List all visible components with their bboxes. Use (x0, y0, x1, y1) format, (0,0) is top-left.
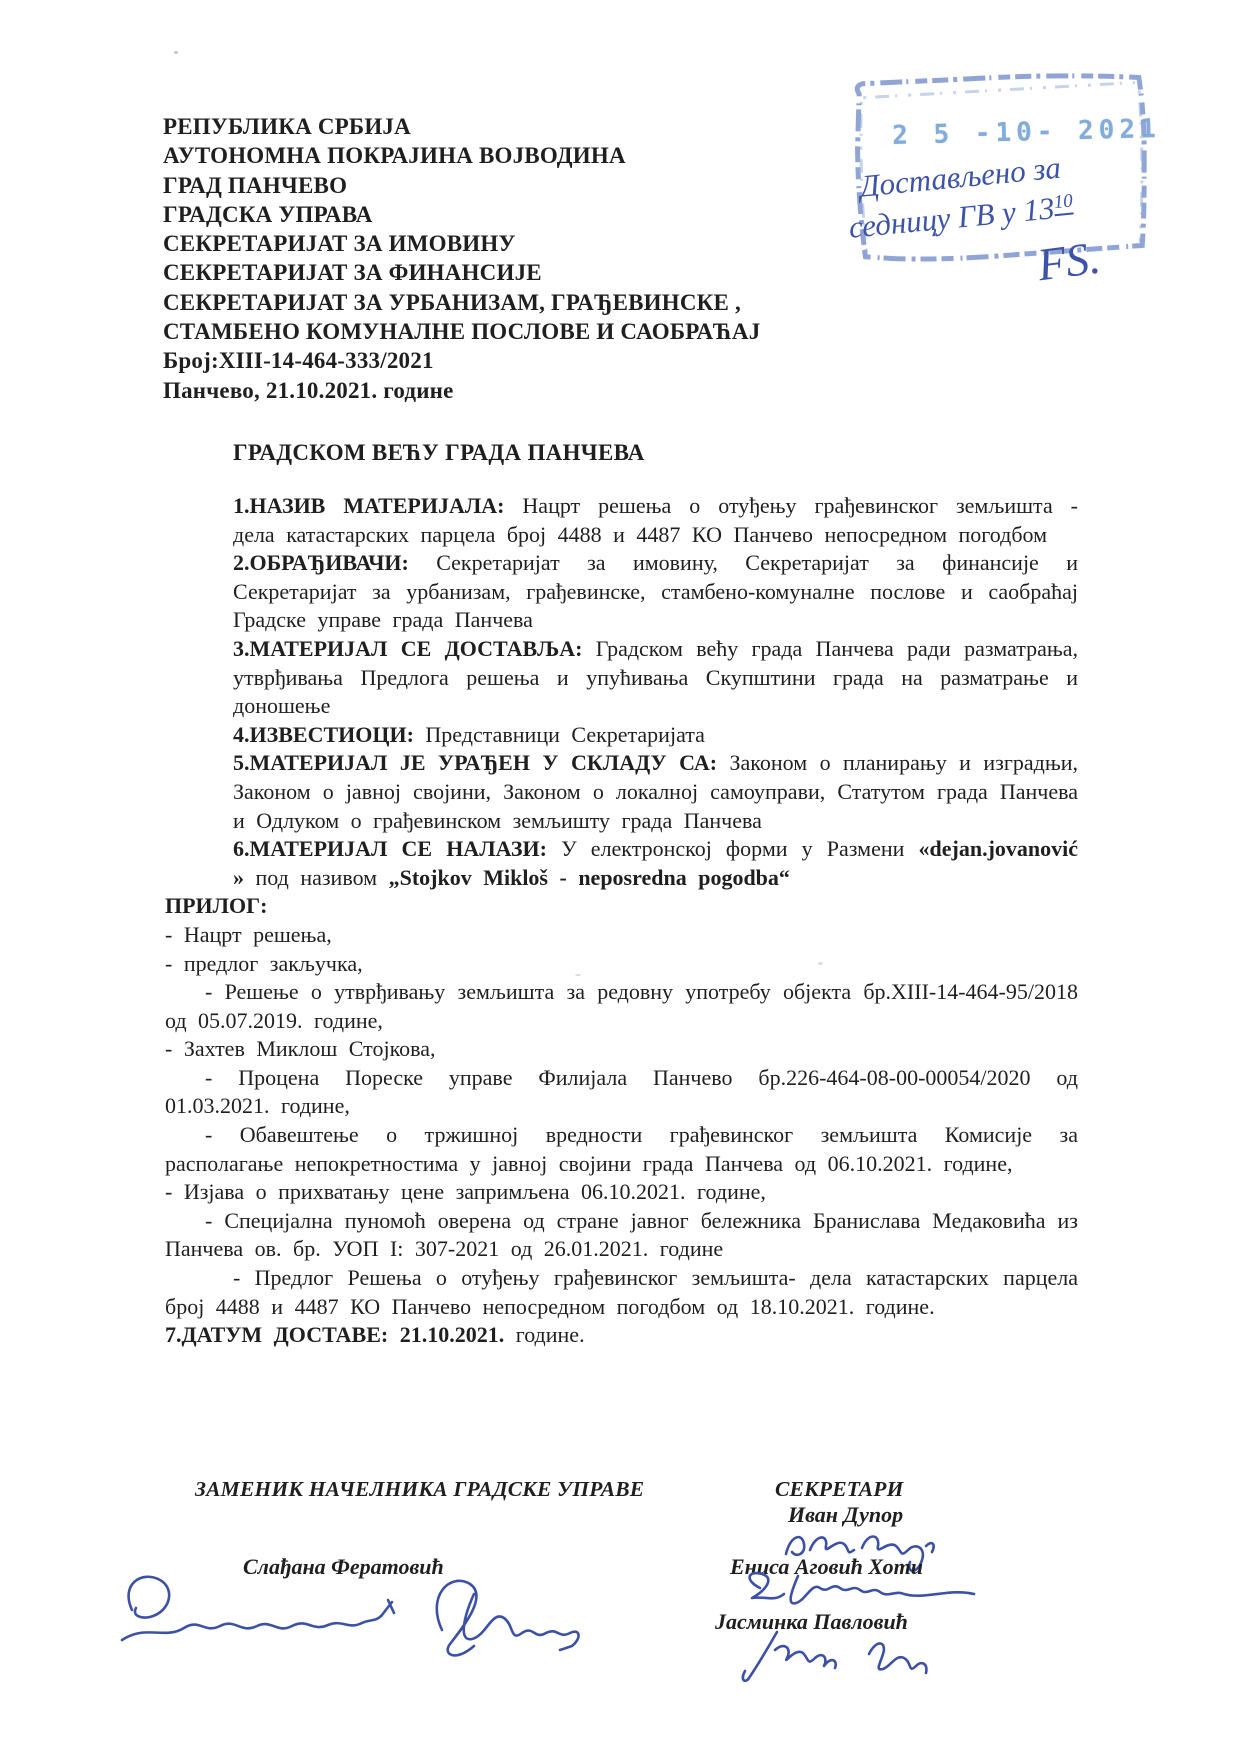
attachment-item: - Решење о утврђивању земљишта за редовну употребу објекта бр.XIII-14-464-95/2018 од 05.07.2019. године, (165, 979, 1078, 1033)
attachment-item: - Нацрт решења, (165, 921, 332, 947)
signatory-name-enisa-agovic-hoti: Ениса Аговић Хоти (730, 1554, 923, 1579)
recipient-title: ГРАДСКОМ ВЕЋУ ГРАДА ПАНЧЕВА (233, 440, 645, 465)
attachment-item: - Захтев Миклош Стојкова, (165, 1036, 436, 1062)
left-signatory-title: ЗАМЕНИК НАЧЕЛНИКА ГРАДСКЕ УПРАВЕ (195, 1477, 645, 1501)
signatory-name-sladjana-feratovic: Слађана Фератовић (243, 1554, 444, 1579)
section-1-text: Нацрт решења о отуђењу грађевинског земљишта - дела катастарских парцела број 4488 и 4487 КО Панчево непосредном погодбом (233, 493, 1079, 547)
section-2-text: Секретаријат за имовину, Секретаријат за финансије и Секретаријат за урбанизам, грађевинске, стамбено-комуналне послове и саобраћај Градске управе града Панчева (233, 550, 1078, 633)
attachment-item: - Предлог Решења о отуђењу грађевинског земљишта- дела катастарских парцела број 4488 и 4487 КО Панчево непосредном погодбом од 18.10.2021. године. (165, 1265, 1078, 1319)
attachment-item: - предлог закључка, (165, 950, 363, 976)
section-4-label: 4.ИЗВЕСТИОЦИ: (233, 721, 414, 747)
document-number: Број:XIII-14-464-333/2021 (163, 348, 434, 374)
attachment-item: - Процена Пореске управе Филијала Панчево бр.226-464-08-00-00054/2020 од 01.03.2021. године, (165, 1064, 1078, 1119)
section-4 (233, 721, 1078, 750)
letterhead-line: РЕПУБЛИКА СРБИЈА (163, 114, 411, 139)
section-2-label: 2.ОБРАЂИВАЧИ: (233, 550, 409, 576)
letterhead-line: ГРАДСКА УПРАВА (163, 201, 373, 227)
received-stamp (843, 62, 1170, 340)
section-6-doc-title: „Stojkov Mikloš - neposredna pogodba“ (388, 864, 790, 890)
signature-jasminka-pavlovic (735, 1624, 950, 1684)
attachment-item: - Обавештење о тржишној вредности грађевинског земљишта Комисије за располагање непокретностима у јавној својини града Панчева од 06.10.2021. године, (165, 1122, 1078, 1176)
letterhead-line: СЕКРЕТАРИЈАТ ЗА УРБАНИЗАМ, ГРАЂЕВИНСКЕ , (163, 289, 741, 315)
signatory-name-ivan-dupor: Иван Дупор (788, 1502, 904, 1527)
stamp-handwritten-note-line1: Достављено за (858, 149, 1063, 204)
section-1-label: 1.НАЗИВ МАТЕРИЈАЛА: (233, 493, 505, 518)
attachments-heading: ПРИЛОГ: (165, 893, 268, 919)
section-7-label: 7.ДАТУМ ДОСТАВЕ: 21.10.2021. (165, 1322, 505, 1348)
section-6-account: «dejan.jovanović » (233, 836, 1079, 890)
section-7 (165, 1321, 1078, 1350)
document-body (165, 492, 1078, 1350)
stamp-note-superscript: 10 (1053, 190, 1074, 216)
attachment-item: - Специјална пуномоћ оверена од стране јавног бележника Бранислава Медаковића из Панчева ов. бр. УОП I: 307-2021 од 26.01.2021. године (165, 1207, 1078, 1262)
section-1 (233, 492, 1078, 549)
section-6-label: 6.МАТЕРИЈАЛ СЕ НАЛАЗИ: (233, 836, 547, 862)
right-signatory-title: СЕКРЕТАРИ (775, 1477, 904, 1501)
stamp-date: 2 5 -10- 2021 (891, 113, 1162, 151)
letterhead-line: СТАМБЕНО КОМУНАЛНЕ ПОСЛОВЕ И САОБРАЋАЈ (163, 319, 761, 345)
signatory-name-jasminka-pavlovic: Јасминка Павловић (715, 1609, 908, 1634)
section-7-suffix: године. (515, 1322, 585, 1348)
section-5-text: Законом о планирању и изградњи, Законом о јавној својини, Законом о локалној самоуправи, Статутом града Панчева и Одлуком о грађевинском земљишту града Панчева (233, 750, 1079, 833)
section-6-text-a: У електронској форми у Размени (561, 836, 905, 862)
letterhead-line: ГРАД ПАНЧЕВО (163, 172, 348, 198)
section-4-text: Представници Секретаријата (425, 721, 705, 747)
letterhead-line: АУТОНОМНА ПОКРАЈИНА ВОЈВОДИНА (163, 143, 626, 169)
place-and-date: Панчево, 21.10.2021. године (163, 377, 454, 403)
letterhead-line: СЕКРЕТАРИЈАТ ЗА ФИНАНСИЈЕ (163, 260, 542, 286)
section-6 (233, 835, 1078, 892)
section-5 (233, 749, 1078, 835)
scan-speck (174, 51, 178, 54)
letterhead (163, 112, 760, 405)
section-6-text-b: под називом (255, 864, 378, 890)
attachment-item: - Изјава о прихватању цене запримљена 06.10.2021. године, (165, 1179, 766, 1205)
stamp-handwritten-note-line2: седницу ГВ у $13^{10}$ (847, 190, 1074, 245)
section-3-text: Градском већу града Панчева ради разматрања, утврђивања Предлога решења и упућивања Скупштини града на разматрање и доношење (233, 635, 1079, 719)
section-3 (233, 635, 1078, 721)
signature-enisa-agovic-hoti (738, 1570, 978, 1612)
signature-sladjana-feratovic (112, 1566, 592, 1676)
stamp-initials: FS. (1034, 231, 1104, 291)
section-3-label: 3.МАТЕРИЈАЛ СЕ ДОСТАВЉА: (233, 635, 583, 661)
section-5-label: 5.МАТЕРИЈАЛ ЈЕ УРАЂЕН У СКЛАДУ СА: (233, 750, 718, 776)
section-2 (233, 549, 1078, 635)
letterhead-line: СЕКРЕТАРИЈАТ ЗА ИМОВИНУ (163, 231, 516, 257)
